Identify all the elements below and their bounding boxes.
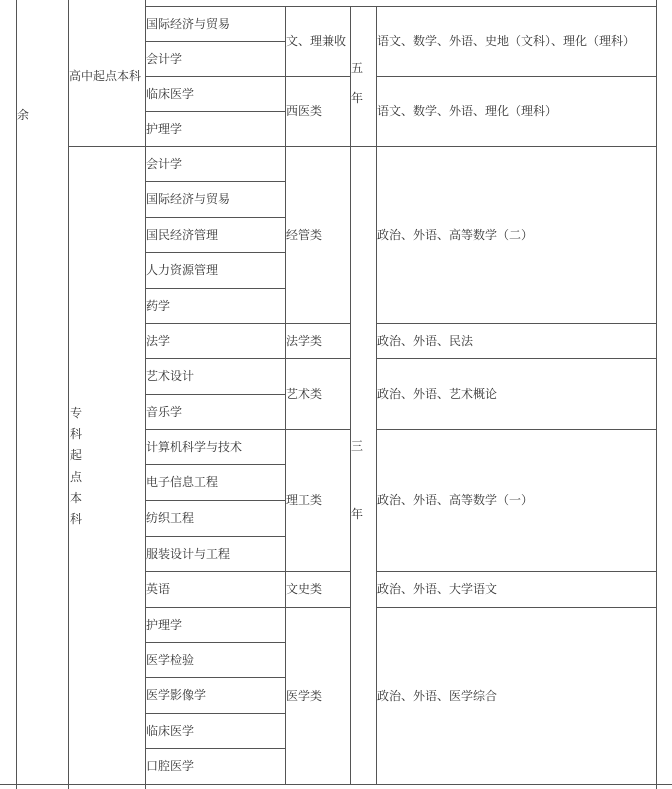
- major-cell: 法学: [146, 333, 171, 348]
- major-cell: 纺织工程: [146, 511, 195, 525]
- category-cell: 文史类: [286, 582, 323, 596]
- major-cell: 临床医学: [146, 723, 195, 738]
- category-cell: 文、理兼收: [286, 34, 347, 48]
- duration-label: 五 年: [351, 61, 364, 105]
- group-level-label: 高中起点本科: [69, 69, 142, 83]
- major-cell: 临床医学: [146, 86, 195, 101]
- major-cell: 电子信息工程: [146, 475, 219, 489]
- col-rule-duration: [350, 6, 351, 784]
- major-cell: 音乐学: [146, 404, 183, 419]
- major-cell: 国际经济与贸易: [146, 192, 231, 206]
- subjects-cell: 语文、数学、外语、理化（理科）: [377, 104, 558, 118]
- major-cell: 口腔医学: [146, 759, 195, 773]
- category-cell: 艺术类: [286, 386, 323, 401]
- subjects-cell: 政治、外语、医学综合: [377, 688, 498, 703]
- subjects-cell: 政治、外语、高等数学（一）: [377, 493, 534, 507]
- category-cell: 医学类: [286, 688, 323, 703]
- major-cell: 英语: [146, 582, 171, 596]
- major-cell: 计算机科学与技术: [146, 439, 243, 454]
- table-bottom-rule: [0, 784, 672, 785]
- duration-label: 三 年: [351, 439, 364, 521]
- major-cell: 艺术设计: [146, 369, 195, 383]
- subjects-cell: 政治、外语、大学语文: [377, 582, 498, 596]
- subjects-cell: 政治、外语、高等数学（二）: [377, 227, 534, 242]
- major-cell: 护理学: [146, 121, 183, 136]
- subjects-cell: 政治、外语、民法: [377, 333, 474, 348]
- subjects-cell: 语文、数学、外语、史地（文科）、理化（理科）: [377, 34, 636, 48]
- major-cell: 药学: [146, 298, 171, 313]
- major-cell: 国际经济与贸易: [146, 16, 231, 31]
- major-cell: 国民经济管理: [146, 227, 219, 242]
- major-cell: 人力资源管理: [146, 263, 219, 277]
- major-cell: 会计学: [146, 51, 183, 66]
- major-cell: 护理学: [146, 617, 183, 632]
- group-level-label: 专 科 起 点 本 科: [70, 406, 83, 526]
- category-cell: 经管类: [286, 227, 323, 242]
- col-rule-right: [656, 0, 657, 789]
- major-cell: 医学影像学: [146, 688, 207, 702]
- category-cell: 法学类: [286, 333, 323, 348]
- subjects-cell: 政治、外语、艺术概论: [377, 386, 498, 401]
- major-cell: 服装设计与工程: [146, 546, 231, 561]
- major-cell: 会计学: [146, 156, 183, 171]
- category-cell: 西医类: [286, 104, 323, 118]
- level-cell: 余: [17, 108, 30, 122]
- category-cell: 理工类: [286, 493, 323, 507]
- major-cell: 医学检验: [146, 652, 195, 667]
